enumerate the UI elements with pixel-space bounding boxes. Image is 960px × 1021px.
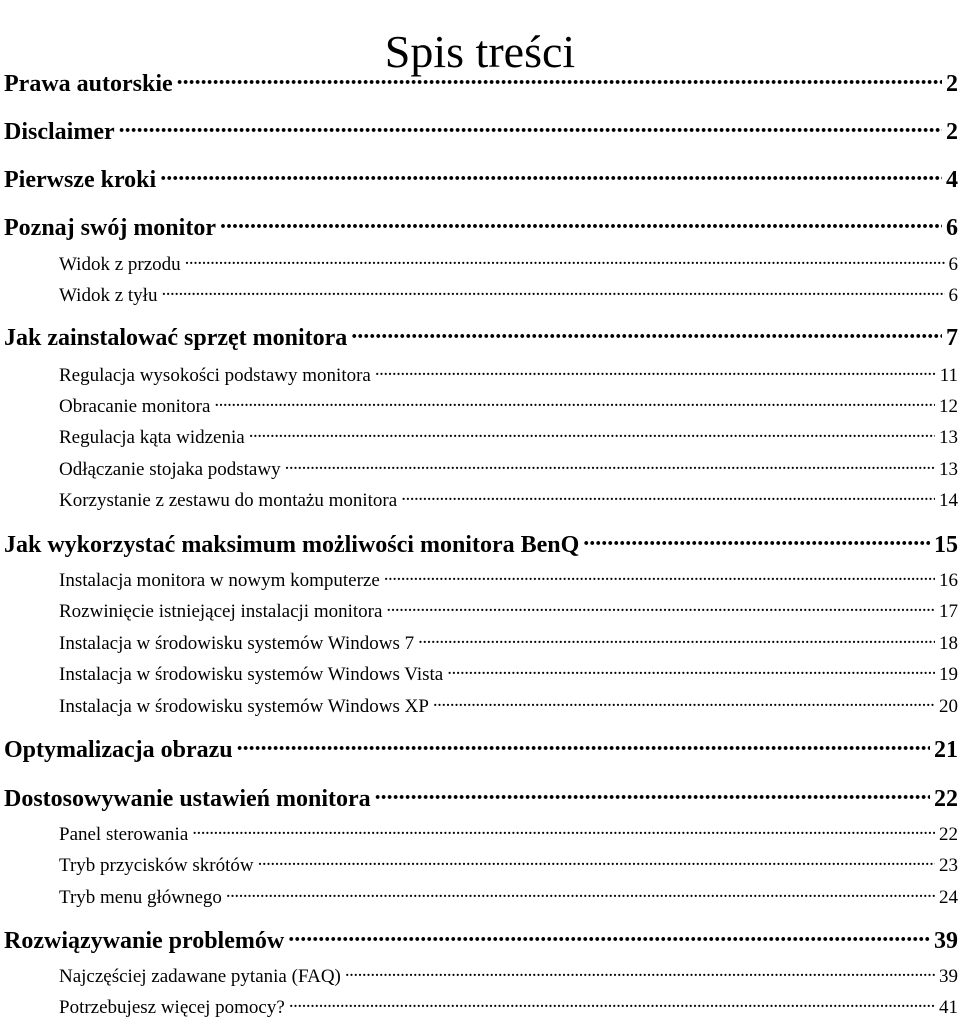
toc-entry-regulacja-kata[interactable]	[59, 424, 958, 449]
toc-entry-title: Instalacja monitora w nowym komputerze	[59, 570, 380, 591]
dot-leader	[220, 211, 942, 235]
toc-entry-page-number: 13	[939, 427, 958, 448]
toc-entry-page-number: 22	[934, 786, 958, 812]
toc-entry-title: Poznaj swój monitor	[4, 215, 216, 241]
dot-leader	[289, 994, 935, 1013]
toc-entry-title: Tryb menu głównego	[59, 887, 222, 908]
toc-entry-page-number: 4	[946, 167, 958, 193]
toc-entry-widok-z-tylu[interactable]	[59, 282, 958, 307]
toc-entry-page-number: 39	[939, 966, 958, 987]
toc-entry-page-number: 21	[934, 737, 958, 763]
dot-leader	[249, 424, 935, 443]
toc-entry-page-number: 24	[939, 887, 958, 908]
toc-entry-title: Regulacja wysokości podstawy monitora	[59, 365, 371, 386]
toc-entry-regulacja-wysokosci[interactable]	[59, 362, 958, 387]
toc-entry-obracanie-monitora[interactable]	[59, 393, 958, 418]
dot-leader	[384, 567, 935, 586]
dot-leader	[583, 528, 930, 552]
dot-leader	[375, 782, 930, 806]
toc-entry-page-number: 19	[939, 664, 958, 685]
toc-entry-odlaczanie-stojaka[interactable]	[59, 456, 958, 481]
toc-entry-title: Dostosowywanie ustawień monitora	[4, 786, 371, 812]
toc-entry-page-number: 6	[948, 254, 958, 275]
dot-leader	[226, 884, 935, 903]
dot-leader	[237, 733, 930, 757]
dot-leader	[345, 963, 935, 982]
dot-leader	[386, 598, 935, 617]
dot-leader	[351, 321, 942, 345]
toc-entry-page-number: 41	[939, 997, 958, 1018]
toc-entry-title: Jak wykorzystać maksimum możliwości monitora BenQ	[4, 532, 580, 558]
toc-entry-page-number: 39	[934, 928, 958, 954]
toc-entry-title: Prawa autorskie	[4, 71, 173, 97]
dot-leader	[160, 163, 942, 187]
toc-entry-widok-z-przodu[interactable]	[59, 251, 958, 276]
dot-leader	[192, 821, 935, 840]
page-title: Spis treści	[384, 25, 576, 77]
toc-entry-title: Panel sterowania	[59, 824, 189, 845]
dot-leader	[258, 852, 935, 871]
toc-entry-rozwiniecie-instalacji[interactable]	[59, 598, 958, 623]
toc-entry-title: Obracanie monitora	[59, 396, 211, 417]
toc-entry-tryb-menu[interactable]	[59, 884, 958, 909]
toc-entry-page-number: 18	[939, 633, 958, 654]
dot-leader	[401, 487, 935, 506]
toc-entry-tryb-przyciskow[interactable]	[59, 852, 958, 877]
toc-entry-page-number: 6	[948, 285, 958, 306]
toc-entry-page-number: 2	[946, 119, 958, 145]
toc-entry-rozwiazywanie-problemow[interactable]	[4, 924, 958, 955]
toc-entry-page-number: 14	[939, 490, 958, 511]
toc-entry-title: Tryb przycisków skrótów	[59, 855, 254, 876]
dot-leader	[161, 282, 944, 301]
toc-entry-jak-zainstalowac[interactable]	[4, 321, 958, 352]
toc-entry-disclaimer[interactable]	[4, 115, 958, 146]
dot-leader	[288, 924, 930, 948]
toc-entry-title: Jak zainstalować sprzęt monitora	[4, 325, 348, 351]
toc-entry-windows-7[interactable]	[59, 630, 958, 655]
toc-entry-page-number: 13	[939, 459, 958, 480]
toc-entry-title: Rozwinięcie istniejącej instalacji monitora	[59, 601, 383, 622]
toc-entry-windows-vista[interactable]	[59, 661, 958, 686]
toc-entry-instalacja-nowym[interactable]	[59, 567, 958, 592]
dot-leader	[285, 456, 935, 475]
dot-leader	[418, 630, 935, 649]
toc-entry-page-number: 6	[946, 215, 958, 241]
toc-entry-title: Najczęściej zadawane pytania (FAQ)	[59, 966, 341, 987]
dot-leader	[177, 67, 942, 91]
toc-entry-wiecej-pomocy[interactable]	[59, 994, 958, 1019]
toc-entry-title: Rozwiązywanie problemów	[4, 928, 285, 954]
toc-entry-page-number: 11	[939, 365, 958, 386]
dot-leader	[185, 251, 945, 270]
dot-leader	[433, 693, 935, 712]
toc-entry-title: Pierwsze kroki	[4, 167, 157, 193]
toc-entry-pierwsze-kroki[interactable]	[4, 163, 958, 194]
toc-entry-faq[interactable]	[59, 963, 958, 988]
toc-entry-title: Potrzebujesz więcej pomocy?	[59, 997, 285, 1018]
toc-entry-page-number: 16	[939, 570, 958, 591]
toc-entry-dostosowywanie[interactable]	[4, 782, 958, 813]
toc-entry-page-number: 2	[946, 71, 958, 97]
toc-entry-title: Instalacja w środowisku systemów Windows 7	[59, 633, 415, 654]
toc-entry-panel-sterowania[interactable]	[59, 821, 958, 846]
toc-entry-page-number: 23	[939, 855, 958, 876]
toc-entry-title: Widok z przodu	[59, 254, 181, 275]
toc-entry-jak-wykorzystac[interactable]	[4, 528, 958, 559]
dot-leader	[119, 115, 942, 139]
toc-entry-page-number: 20	[939, 696, 958, 717]
toc-entry-prawa-autorskie[interactable]	[4, 67, 958, 98]
toc-entry-page-number: 17	[939, 601, 958, 622]
toc-entry-title: Korzystanie z zestawu do montażu monitora	[59, 490, 398, 511]
toc-entry-title: Optymalizacja obrazu	[4, 737, 233, 763]
toc-entry-korzystanie-z-zestawu[interactable]	[59, 487, 958, 512]
toc-entry-title: Widok z tyłu	[59, 285, 158, 306]
toc-entry-windows-xp[interactable]	[59, 693, 958, 718]
toc-entry-page-number: 15	[934, 532, 958, 558]
toc-entry-poznaj-swoj-monitor[interactable]	[4, 211, 958, 242]
toc-entry-title: Regulacja kąta widzenia	[59, 427, 245, 448]
toc-entry-title: Instalacja w środowisku systemów Windows XP	[59, 696, 429, 717]
dot-leader	[447, 661, 935, 680]
dot-leader	[375, 362, 936, 381]
toc-entry-title: Disclaimer	[4, 119, 115, 145]
toc-entry-page-number: 22	[939, 824, 958, 845]
toc-entry-title: Odłączanie stojaka podstawy	[59, 459, 281, 480]
toc-entry-page-number: 7	[946, 325, 958, 351]
toc-entry-title: Instalacja w środowisku systemów Windows Vista	[59, 664, 444, 685]
toc-entry-optymalizacja-obrazu[interactable]	[4, 733, 958, 764]
dot-leader	[214, 393, 935, 412]
toc-entry-page-number: 12	[939, 396, 958, 417]
